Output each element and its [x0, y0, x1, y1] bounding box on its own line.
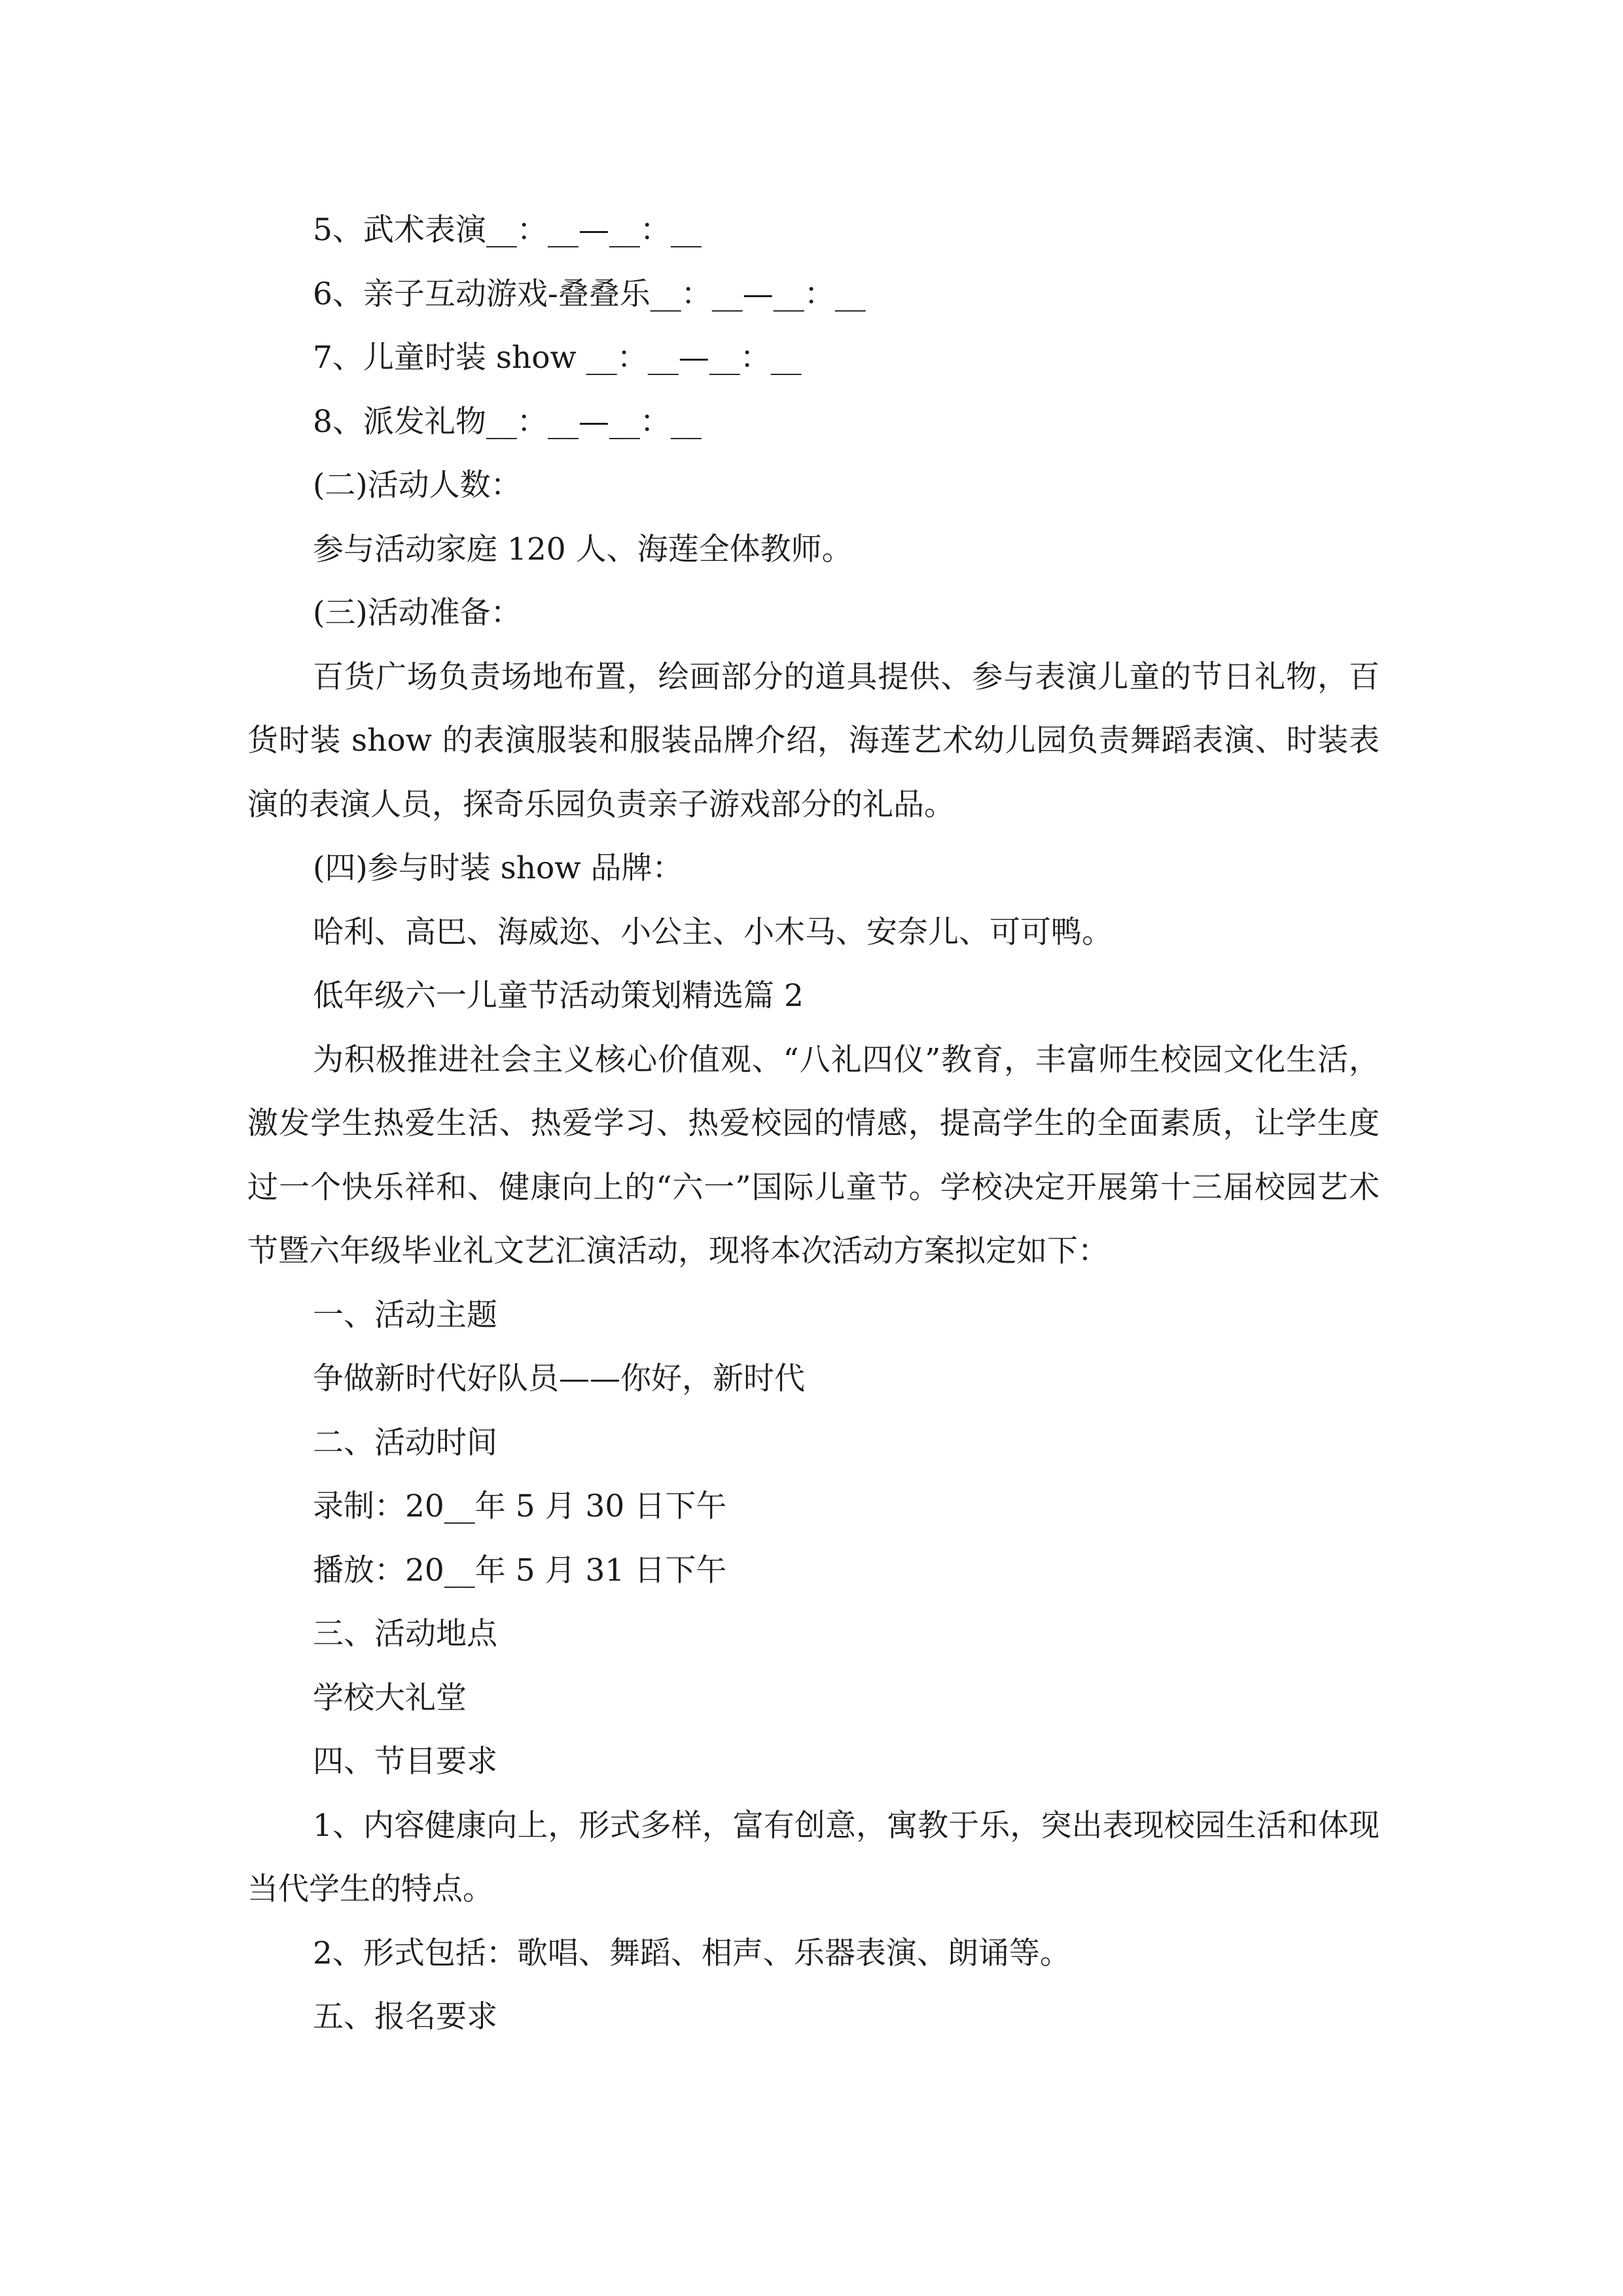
participants-text: 参与活动家庭 120 人、海莲全体教师。: [313, 531, 853, 567]
schedule-item-gifts: 8、派发礼物__：__—__：__: [313, 403, 702, 440]
section-heading-brands: (四)参与时装 show 品牌：: [313, 850, 683, 886]
heading-location: 三、活动地点: [313, 1616, 497, 1652]
location-text: 学校大礼堂: [313, 1679, 467, 1716]
section-heading-preparation: (三)活动准备：: [313, 595, 522, 631]
schedule-item-martial-arts: 5、武术表演__：__—__：__: [313, 212, 702, 248]
article-title-part-2: 低年级六一儿童节活动策划精选篇 2: [313, 978, 804, 1014]
recording-time: 录制：20__年 5 月 30 日下午: [313, 1488, 727, 1524]
heading-registration: 五、报名要求: [313, 1999, 497, 2035]
preparation-paragraph: 百货广场负责场地布置，绘画部分的道具提供、参与表演儿童的节日礼物，百货时装 show 的表演服装和服装品牌介绍，海莲艺术幼儿园负责舞蹈表演、时装表演的表演人员，探奇乐园负责亲子游戏部分的礼品。: [247, 658, 1380, 823]
heading-theme: 一、活动主题: [313, 1297, 497, 1333]
theme-text: 争做新时代好队员——你好，新时代: [313, 1361, 805, 1397]
brands-list: 哈利、高巴、海威迩、小公主、小木马、安奈儿、可可鸭。: [313, 914, 1113, 950]
requirement-1: 1、内容健康向上，形式多样，富有创意，寓教于乐，突出表现校园生活和体现当代学生的特点。: [247, 1807, 1380, 1907]
schedule-item-parent-child-game: 6、亲子互动游戏-叠叠乐__：__—__：__: [313, 276, 866, 312]
intro-paragraph: 为积极推进社会主义核心价值观、“八礼四仪”教育，丰富师生校园文化生活，激发学生热爱生活、热爱学习、热爱校园的情感，提高学生的全面素质，让学生度过一个快乐祥和、健康向上的“六一”国际儿童节。学校决定开展第十三届校园艺术节暨六年级毕业礼文艺汇演活动，现将本次活动方案拟定如下：: [247, 1041, 1380, 1269]
heading-program-requirements: 四、节目要求: [313, 1744, 497, 1780]
schedule-item-fashion-show: 7、儿童时装 show __：__—__：__: [313, 340, 802, 376]
heading-time: 二、活动时间: [313, 1424, 497, 1461]
broadcast-time: 播放：20__年 5 月 31 日下午: [313, 1552, 727, 1588]
section-heading-participants: (二)活动人数：: [313, 467, 522, 503]
requirement-2: 2、形式包括：歌唱、舞蹈、相声、乐器表演、朗诵等。: [313, 1935, 1071, 1971]
document-body: [247, 198, 1380, 2049]
